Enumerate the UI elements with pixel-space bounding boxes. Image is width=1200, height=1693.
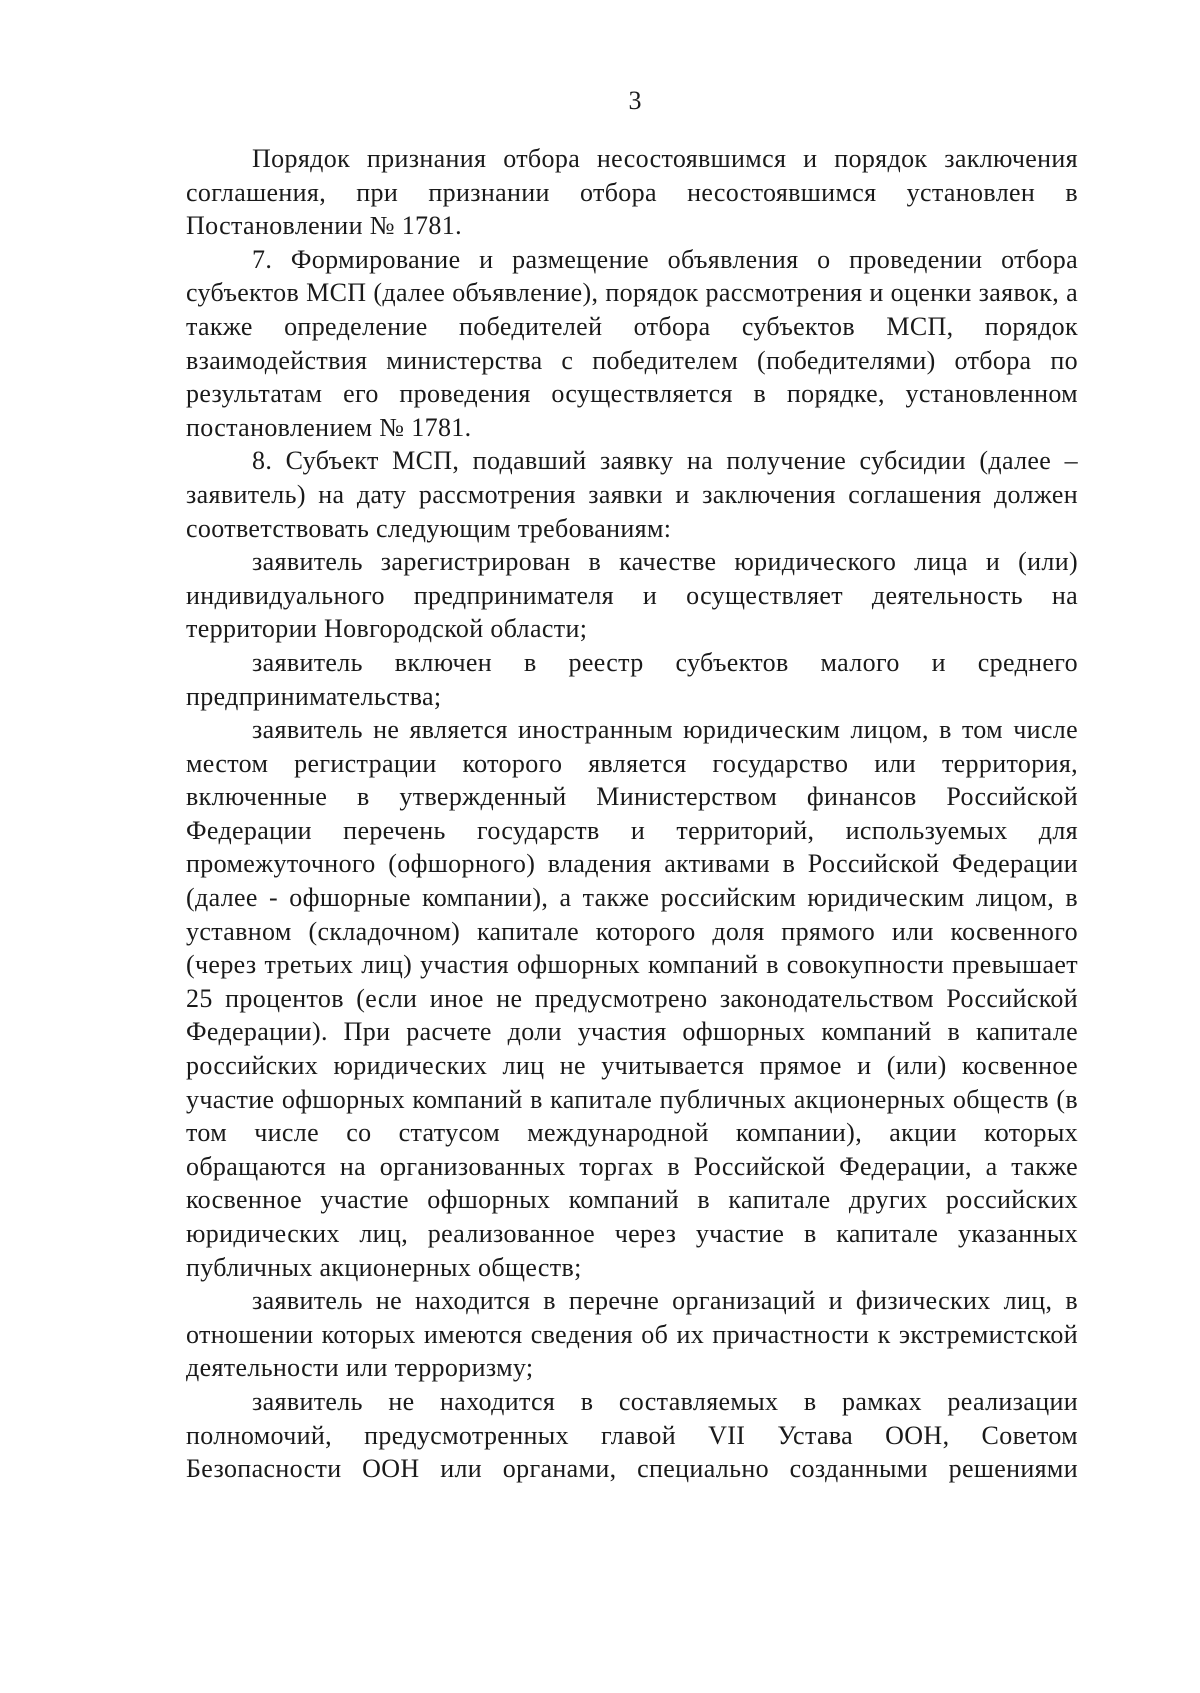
document-body: [186, 142, 1078, 1486]
page-number: 3: [628, 86, 642, 115]
requirement-sme-registry: заявитель включен в реестр субъектов малого и среднего предпринимательства;: [186, 647, 1078, 711]
paragraph-7-announcement: 7. Формирование и размещение объявления о проведении отбора субъектов МСП (далее объявление), порядок рассмотрения и оценки заявок, а также определение победителей отбора субъектов МСП, порядок взаимодействия министерства с победителем (победителями) отбора по результатам его проведения осуществляется в порядке, установленном постановлением № 1781.: [186, 244, 1078, 442]
paragraph-8-requirements: 8. Субъект МСП, подавший заявку на получение субсидии (далее – заявитель) на дату рассмотрения заявки и заключения соглашения должен соответствовать следующим требованиям:: [186, 446, 1078, 543]
paragraph-tender-failure: Порядок признания отбора несостоявшимся и порядок заключения соглашения, при признании отбора несостоявшимся установлен в Постановлении № 1781.: [186, 144, 1078, 241]
requirement-not-foreign-entity: заявитель не является иностранным юридическим лицом, в том числе местом регистрации которого является государство или территория, включенные в утвержденный Министерством финансов Российской Федерации перечень государств и территорий, используемых для промежуточного (офшорного) владения активами в Российской Федерации (далее - офшорные компании), а также российским юридическим лицом, в уставном (складочном) капитале которого доля прямого или косвенного (через третьих лиц) участия офшорных компаний в совокупности превышает 25 процентов (если иное не предусмотрено законодательством Российской Федерации). При расчете доли участия офшорных компаний в капитале российских юридических лиц не учитывается прямое и (или) косвенное участие офшорных компаний в капитале публичных акционерных обществ (в том числе со статусом международной компании), акции которых обращаются на организованных торгах в Российской Федерации, а также косвенное участие офшорных компаний в капитале других российских юридических лиц, реализованное через участие в капитале указанных публичных акционерных обществ;: [186, 715, 1078, 1282]
requirement-not-extremist-list: заявитель не находится в перечне организаций и физических лиц, в отношении которых имеются сведения об их причастности к экстремистской деятельности или терроризму;: [186, 1286, 1078, 1383]
requirement-registration: заявитель зарегистрирован в качестве юридического лица и (или) индивидуального предпринимателя и осуществляет деятельность на территории Новгородской области;: [186, 547, 1078, 644]
requirement-not-un-sanctions: заявитель не находится в составляемых в рамках реализации полномочий, предусмотренных главой VII Устава ООН, Советом Безопасности ООН или органами, специально созданными решениями: [186, 1386, 1078, 1484]
